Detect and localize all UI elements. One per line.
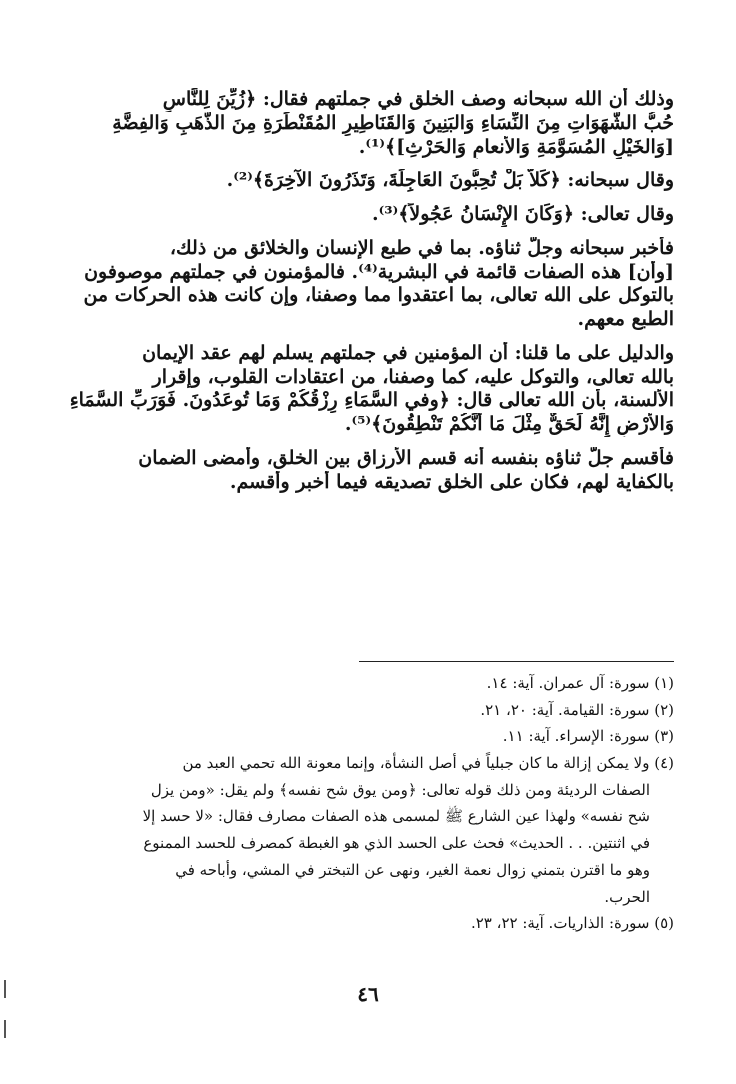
paragraph-4-line-4: الطبع معهم.: [577, 308, 674, 330]
page-number: ٤٦: [357, 982, 379, 1006]
paragraph-3: وقال تعالى: ﴿وَكَانَ الإِنْسَانُ عَجُولاً﴾⁽³⁾.: [371, 203, 674, 225]
footnote-4-line-4: في اثنتين. . . الحديث» فحث على الحسد الذي هو الغبطة كمصرف للحسد الممنوع: [143, 834, 650, 853]
paragraph-1-line-2: حُبُّ الشَّهَوَاتِ مِنَ النِّسَاءِ وَالبَنِينَ وَالقَنَاطِيرِ المُقَنْطَرَةِ مِنَ الذَّهَبِ وَالفِضَّةِ: [112, 111, 674, 134]
scan-edge-mark: [4, 1020, 6, 1038]
footnote-4-line-2: الصفات الرديئة ومن ذلك قوله تعالى: ﴿ومن يوق شح نفسه﴾ ولم يقل: «ومن يزل: [150, 780, 650, 799]
footnote-4-line-3: شح نفسه» ولهذا عين الشارع ﷺ لمسمى هذه الصفات مصارف فقال: «لا حسد إلا: [142, 807, 650, 826]
paragraph-5-line-4: وَالأَرْضِ إِنَّهُ لَحَقٌّ مِثْلَ مَا أَنَّكُمْ تَنْطِقُونَ﴾⁽⁵⁾.: [344, 413, 674, 435]
footnote-3: (٣) سورة: الإسراء. آية: ١١.: [502, 727, 674, 746]
footnotes: [60, 670, 674, 937]
paragraph-2: وقال سبحانه: ﴿كَلاَّ بَلْ تُحِبُّونَ العَاجِلَةَ، وَتَذَرُونَ الآخِرَةَ﴾⁽²⁾.: [226, 169, 674, 192]
footnote-2: (٢) سورة: القيامة. آية: ٢٠، ٢١.: [480, 700, 674, 719]
paragraph-5-line-3: الألسنة، بأن الله تعالى قال: ﴿وفي السَّمَاءِ رِزْقُكُمْ وَمَا تُوعَدُونَ. فَوَرَبِّ السَّمَاءِ: [69, 389, 674, 412]
main-text: [60, 88, 674, 494]
footnote-5: (٥) سورة: الذاريات. آية: ٢٢، ٢٣.: [470, 914, 674, 933]
footnote-4-line-5: وهو ما اقترن بتمني زوال نعمة الغير، ونهى عن التبختر في المشي، وأباحه في: [175, 860, 650, 879]
footnote-separator: [359, 661, 674, 662]
paragraph-4-line-2: [وأن] هذه الصفات قائمة في البشرية⁽⁴⁾. فالمؤمنون في جملتهم موصوفون: [84, 260, 674, 283]
paragraph-6-line-2: بالكفاية لهم، فكان على الخلق تصديقه فيما أخبر وأقسم.: [229, 470, 674, 493]
paragraph-6-line-1: فأقسم جلّ ثناؤه بنفسه أنه قسم الأرزاق بين الخلق، وأمضى الضمان: [138, 446, 674, 469]
paragraph-1-line-1: وذلك أن الله سبحانه وصف الخلق في جملتهم فقال: ﴿زُيِّنَ لِلنَّاسِ: [162, 88, 674, 110]
scan-edge-mark: [4, 980, 6, 998]
paragraph-5-line-2: بالله تعالى، والتوكل عليه، كما وصفنا، من اعتقادات القلوب، وإقرار: [152, 365, 674, 388]
paragraph-4-line-3: بالتوكل على الله تعالى، بما اعتقدوا مما وصفنا، وإن كانت هذه الحركات من: [83, 284, 674, 307]
paragraph-4-line-1: فأخبر سبحانه وجلّ ثناؤه. بما في طبع الإنسان والخلائق من ذلك،: [169, 236, 674, 259]
footnote-4-line-1: (٤) ولا يمكن إزالة ما كان جبلياً في أصل النشأة، وإنما معونة الله تحمي العبد من: [182, 754, 674, 773]
paragraph-5-line-1: والدليل على ما قلنا: أن المؤمنين في جملتهم يسلم لهم عقد الإيمان: [142, 341, 674, 364]
footnote-1: (١) سورة: آل عمران. آية: ١٤.: [486, 674, 674, 692]
paragraph-1-line-3: [وَالخَيْلِ المُسَوَّمَةِ وَالأنعامِ وَالحَرْثِ]﴾⁽¹⁾.: [358, 135, 674, 158]
footnote-4-line-6: الحرب.: [604, 887, 650, 906]
